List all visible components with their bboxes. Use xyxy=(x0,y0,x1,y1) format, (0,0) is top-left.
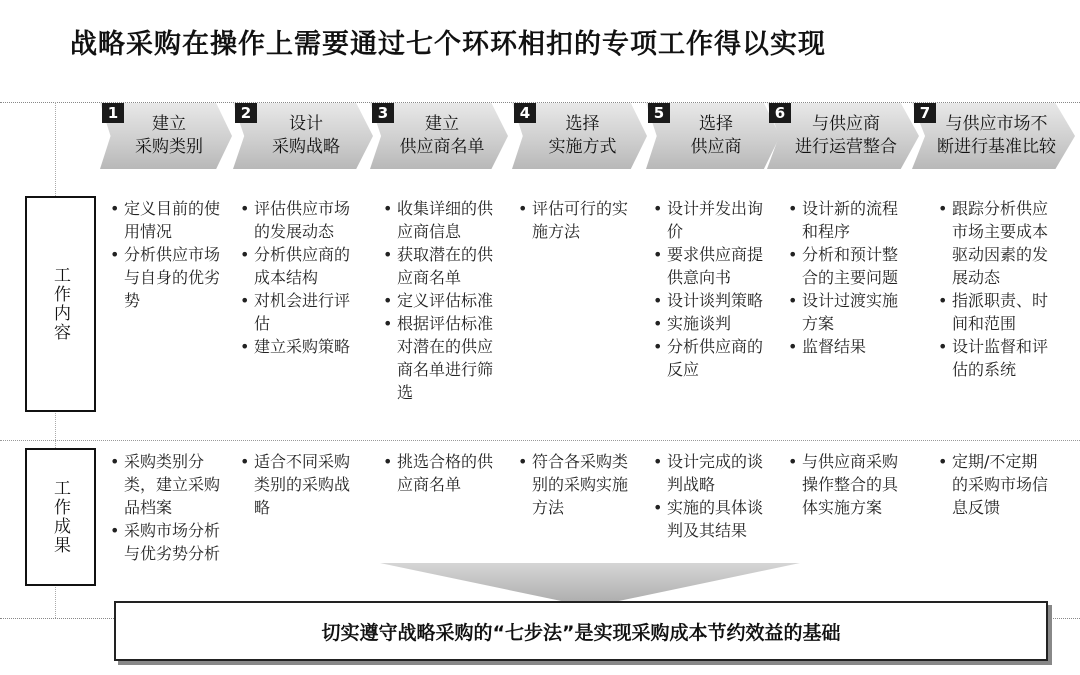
row-label-text: 工作内容 xyxy=(50,266,70,342)
list-item: • 收集详细的供应商信息 xyxy=(383,197,497,243)
list-item: • 评估供应市场的发展动态 xyxy=(240,197,354,243)
step-number: 4 xyxy=(514,103,536,123)
list-item: • 定义评估标准 xyxy=(383,289,497,312)
step-number: 7 xyxy=(914,103,936,123)
work-result-col-7 xyxy=(938,450,1052,519)
list-item: • 分析供应商的反应 xyxy=(653,335,769,381)
work-result-col-6 xyxy=(788,450,902,519)
list-item: • 根据评估标准对潜在的供应商名单进行筛选 xyxy=(383,312,497,404)
work-content-col-6 xyxy=(788,197,902,358)
step-3 xyxy=(370,103,508,169)
work-content-col-1 xyxy=(110,197,224,312)
list-item: • 与供应商采购操作整合的具体实施方案 xyxy=(788,450,902,519)
list-item: • 获取潜在的供应商名单 xyxy=(383,243,497,289)
list-item: • 对机会进行评估 xyxy=(240,289,354,335)
step-label: 设计 采购战略 xyxy=(272,114,340,157)
step-4 xyxy=(512,103,647,169)
list-item: • 定义目前的使用情况 xyxy=(110,197,224,243)
list-item: • 定期/不定期的采购市场信息反馈 xyxy=(938,450,1052,519)
step-number: 5 xyxy=(648,103,670,123)
work-result-col-2 xyxy=(240,450,354,519)
step-label: 建立 供应商名单 xyxy=(399,114,485,157)
step-number: 3 xyxy=(372,103,394,123)
list-item: • 评估可行的实施方法 xyxy=(518,197,632,243)
work-result-col-4 xyxy=(518,450,632,519)
page-title: 战略采购在操作上需要通过七个环环相扣的专项工作得以实现 xyxy=(70,29,826,60)
list-item: • 设计过渡实施方案 xyxy=(788,289,902,335)
list-item: • 设计谈判策略 xyxy=(653,289,769,312)
list-item: • 分析供应市场与自身的优劣势 xyxy=(110,243,224,312)
list-item: • 符合各采购类别的采购实施方法 xyxy=(518,450,632,519)
step-label: 选择 供应商 xyxy=(690,114,742,157)
step-label: 与供应市场不 断进行基准比较 xyxy=(937,114,1056,157)
middle-divider xyxy=(0,440,1080,441)
row-label-work-content xyxy=(25,196,96,412)
list-item: • 设计并发出询价 xyxy=(653,197,769,243)
list-item: • 指派职责、时间和范围 xyxy=(938,289,1052,335)
work-result-col-1 xyxy=(110,450,224,565)
list-item: • 要求供应商提供意向书 xyxy=(653,243,769,289)
conclusion-text: 切实遵守战略采购的“七步法”是实现采购成本节约效益的基础 xyxy=(321,621,841,644)
list-item: • 设计新的流程和程序 xyxy=(788,197,902,243)
list-item: • 设计监督和评估的系统 xyxy=(938,335,1052,381)
list-item: • 挑选合格的供应商名单 xyxy=(383,450,503,496)
work-content-col-5 xyxy=(653,197,769,381)
row-label-work-result xyxy=(25,448,96,586)
list-item: • 跟踪分析供应市场主要成本驱动因素的发展动态 xyxy=(938,197,1052,289)
list-item: • 建立采购策略 xyxy=(240,335,354,358)
work-result-col-5 xyxy=(653,450,769,542)
list-item: • 分析和预计整合的主要问题 xyxy=(788,243,902,289)
step-label: 选择 实施方式 xyxy=(548,114,617,157)
step-label: 建立 采购类别 xyxy=(135,114,203,157)
list-item: • 设计完成的谈判战略 xyxy=(653,450,769,496)
step-2 xyxy=(233,103,373,169)
step-5 xyxy=(646,103,780,169)
list-item: • 适合不同采购类别的采购战略 xyxy=(240,450,354,519)
step-label: 与供应商 进行运营整合 xyxy=(795,114,897,157)
work-result-col-3 xyxy=(383,450,503,496)
step-number: 1 xyxy=(102,103,124,123)
step-number: 6 xyxy=(769,103,791,123)
work-content-col-4 xyxy=(518,197,632,243)
list-item: • 采购市场分析与优劣势分析 xyxy=(110,519,224,565)
list-item: • 采购类别分类，建立采购品档案 xyxy=(110,450,224,519)
row-label-text: 工作成果 xyxy=(50,479,70,555)
list-item: • 监督结果 xyxy=(788,335,902,358)
step-7 xyxy=(912,103,1075,169)
list-item: • 实施谈判 xyxy=(653,312,769,335)
list-item: • 实施的具体谈判及其结果 xyxy=(653,496,769,542)
work-content-col-3 xyxy=(383,197,497,404)
work-content-col-2 xyxy=(240,197,354,358)
work-content-col-7 xyxy=(938,197,1052,381)
step-6 xyxy=(767,103,919,169)
conclusion-box xyxy=(114,601,1048,661)
step-1 xyxy=(100,103,232,169)
list-item: • 分析供应商的成本结构 xyxy=(240,243,354,289)
step-number: 2 xyxy=(235,103,257,123)
